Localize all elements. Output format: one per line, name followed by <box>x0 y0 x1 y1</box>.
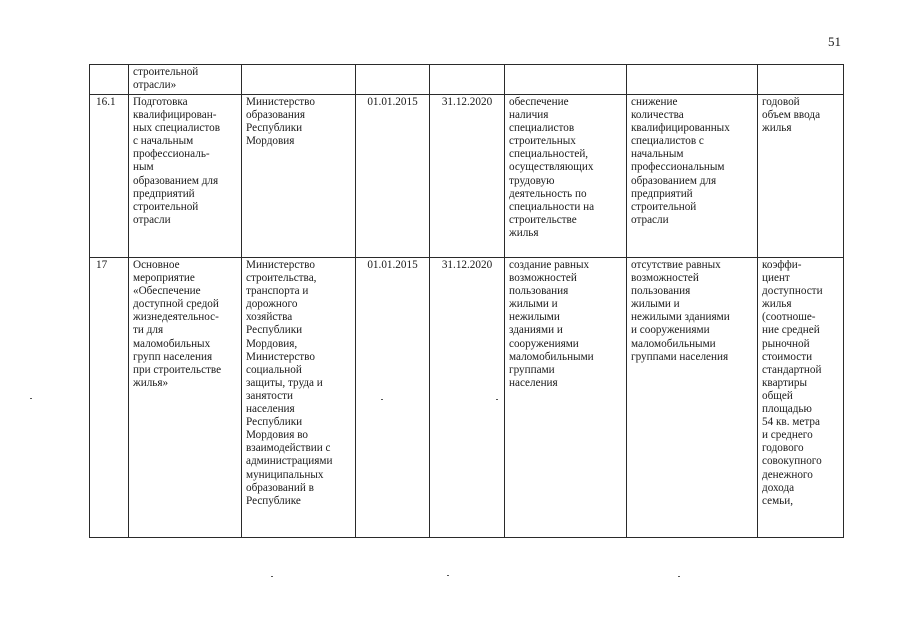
scan-speck <box>30 398 32 399</box>
end-date-cell <box>430 65 505 95</box>
table-row <box>90 65 844 95</box>
row-number-cell: 17 <box>90 258 129 538</box>
expected-result-cell <box>505 65 627 95</box>
executor-cell: Министерство строительства, транспорта и дорожного хозяйства Республики Мордовия, Министерство социальной защиты, труда и занятости населения Республики Мордовия во взаимодействии с администрациями муниципальных образований в Республике <box>242 258 356 538</box>
end-date-cell: 31.12.2020 <box>430 95 505 258</box>
scan-speck <box>496 399 498 400</box>
end-date-cell: 31.12.2020 <box>430 258 505 538</box>
row-number-cell <box>90 65 129 95</box>
table-row <box>90 258 844 538</box>
activity-name-cell: Основное мероприятие «Обеспечение доступной средой жизнедеятельнос- ти для маломобильных групп населения при строительстве жилья» <box>129 258 242 538</box>
expected-result-cell: создание равных возможностей пользования жилыми и нежилыми зданиями и сооружениями маломобильными группами населения <box>505 258 627 538</box>
indicator-cell <box>758 65 844 95</box>
consequences-cell: отсутствие равных возможностей пользования жилыми и нежилыми зданиями и сооружениями маломобильными группами населения <box>627 258 758 538</box>
activity-name-cell: строительной отрасли» <box>129 65 242 95</box>
scan-speck <box>271 576 273 577</box>
expected-result-cell: обеспечение наличия специалистов строительных специальностей, осуществляющих трудовую деятельность по специальности на строительстве жилья <box>505 95 627 258</box>
indicator-cell: коэффи- циент доступности жилья (соотноше- ние средней рыночной стоимости стандартной квартиры общей площадью 54 кв. метра и среднего годового совокупного денежного дохода семьи, <box>758 258 844 538</box>
program-table <box>89 64 844 538</box>
page-number: 51 <box>828 34 841 49</box>
consequences-cell: снижение количества квалифицированных специалистов с начальным профессиональным образованием для предприятий строительной отрасли <box>627 95 758 258</box>
start-date-cell <box>356 65 430 95</box>
row-number-cell: 16.1 <box>90 95 129 258</box>
scan-speck <box>678 576 680 577</box>
consequences-cell <box>627 65 758 95</box>
start-date-cell: 01.01.2015 <box>356 258 430 538</box>
scan-speck <box>381 399 383 400</box>
table-row <box>90 95 844 258</box>
scan-speck <box>447 575 449 576</box>
start-date-cell: 01.01.2015 <box>356 95 430 258</box>
executor-cell <box>242 65 356 95</box>
indicator-cell: годовой объем ввода жилья <box>758 95 844 258</box>
activity-name-cell: Подготовка квалифицирован- ных специалистов с начальным профессиональ- ным образованием для предприятий строительной отрасли <box>129 95 242 258</box>
executor-cell: Министерство образования Республики Мордовия <box>242 95 356 258</box>
